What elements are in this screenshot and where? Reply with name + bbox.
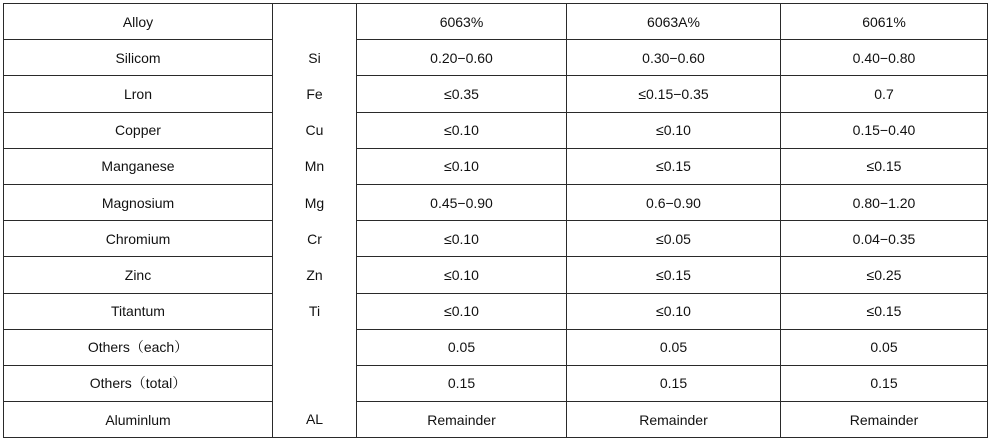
composition-value-cell: 0.7 bbox=[781, 76, 988, 112]
composition-value-cell: ≤0.15 bbox=[567, 257, 781, 293]
element-symbol-cell: Zn bbox=[273, 257, 357, 293]
element-name-cell: Others（each） bbox=[4, 329, 273, 365]
header-alloy-6063: 6063% bbox=[357, 4, 567, 40]
element-name-cell: Titantum bbox=[4, 293, 273, 329]
table-row bbox=[4, 148, 988, 184]
table-row bbox=[4, 76, 988, 112]
composition-value-cell: ≤0.15−0.35 bbox=[567, 76, 781, 112]
table-row bbox=[4, 293, 988, 329]
composition-value-cell: Remainder bbox=[781, 402, 988, 438]
composition-value-cell: 0.05 bbox=[357, 329, 567, 365]
table-row bbox=[4, 257, 988, 293]
composition-value-cell: 0.6−0.90 bbox=[567, 184, 781, 220]
element-symbol-cell: Mg bbox=[273, 184, 357, 220]
element-symbol-cell: Mn bbox=[273, 148, 357, 184]
element-name-cell: Zinc bbox=[4, 257, 273, 293]
composition-value-cell: ≤0.15 bbox=[567, 148, 781, 184]
composition-value-cell: 0.15 bbox=[781, 365, 988, 401]
header-symbol-cell bbox=[273, 4, 357, 40]
composition-value-cell: ≤0.15 bbox=[781, 148, 988, 184]
composition-value-cell: ≤0.10 bbox=[357, 293, 567, 329]
table-row bbox=[4, 365, 988, 401]
alloy-composition-table bbox=[3, 3, 988, 438]
composition-value-cell: 0.15 bbox=[357, 365, 567, 401]
composition-value-cell: 0.15−0.40 bbox=[781, 112, 988, 148]
composition-value-cell: ≤0.05 bbox=[567, 221, 781, 257]
element-name-cell: Aluminlum bbox=[4, 402, 273, 438]
table-row bbox=[4, 112, 988, 148]
header-alloy-label: Alloy bbox=[4, 4, 273, 40]
composition-value-cell: Remainder bbox=[357, 402, 567, 438]
table-row bbox=[4, 40, 988, 76]
table-row bbox=[4, 184, 988, 220]
element-symbol-cell: AL bbox=[273, 402, 357, 438]
composition-value-cell: 0.20−0.60 bbox=[357, 40, 567, 76]
composition-value-cell: 0.40−0.80 bbox=[781, 40, 988, 76]
header-alloy-6063a: 6063A% bbox=[567, 4, 781, 40]
element-name-cell: Lron bbox=[4, 76, 273, 112]
element-name-cell: Copper bbox=[4, 112, 273, 148]
table-body bbox=[4, 4, 988, 438]
element-name-cell: Chromium bbox=[4, 221, 273, 257]
composition-value-cell: ≤0.10 bbox=[357, 221, 567, 257]
composition-value-cell: 0.80−1.20 bbox=[781, 184, 988, 220]
element-symbol-cell: Ti bbox=[273, 293, 357, 329]
table-row bbox=[4, 221, 988, 257]
element-symbol-cell bbox=[273, 329, 357, 365]
composition-value-cell: ≤0.15 bbox=[781, 293, 988, 329]
composition-value-cell: 0.45−0.90 bbox=[357, 184, 567, 220]
header-row bbox=[4, 4, 988, 40]
composition-value-cell: 0.30−0.60 bbox=[567, 40, 781, 76]
composition-value-cell: ≤0.10 bbox=[567, 293, 781, 329]
composition-value-cell: 0.15 bbox=[567, 365, 781, 401]
header-alloy-6061: 6061% bbox=[781, 4, 988, 40]
composition-value-cell: 0.05 bbox=[567, 329, 781, 365]
composition-value-cell: ≤0.35 bbox=[357, 76, 567, 112]
element-name-cell: Others（total） bbox=[4, 365, 273, 401]
composition-value-cell: 0.04−0.35 bbox=[781, 221, 988, 257]
composition-value-cell: ≤0.10 bbox=[357, 148, 567, 184]
composition-value-cell: Remainder bbox=[567, 402, 781, 438]
element-symbol-cell: Si bbox=[273, 40, 357, 76]
element-name-cell: Silicom bbox=[4, 40, 273, 76]
element-symbol-cell: Cr bbox=[273, 221, 357, 257]
element-symbol-cell: Cu bbox=[273, 112, 357, 148]
element-symbol-cell: Fe bbox=[273, 76, 357, 112]
composition-value-cell: ≤0.10 bbox=[567, 112, 781, 148]
element-name-cell: Manganese bbox=[4, 148, 273, 184]
table-row bbox=[4, 402, 988, 438]
composition-value-cell: 0.05 bbox=[781, 329, 988, 365]
composition-value-cell: ≤0.25 bbox=[781, 257, 988, 293]
element-name-cell: Magnosium bbox=[4, 184, 273, 220]
composition-value-cell: ≤0.10 bbox=[357, 257, 567, 293]
table-row bbox=[4, 329, 988, 365]
composition-value-cell: ≤0.10 bbox=[357, 112, 567, 148]
element-symbol-cell bbox=[273, 365, 357, 401]
